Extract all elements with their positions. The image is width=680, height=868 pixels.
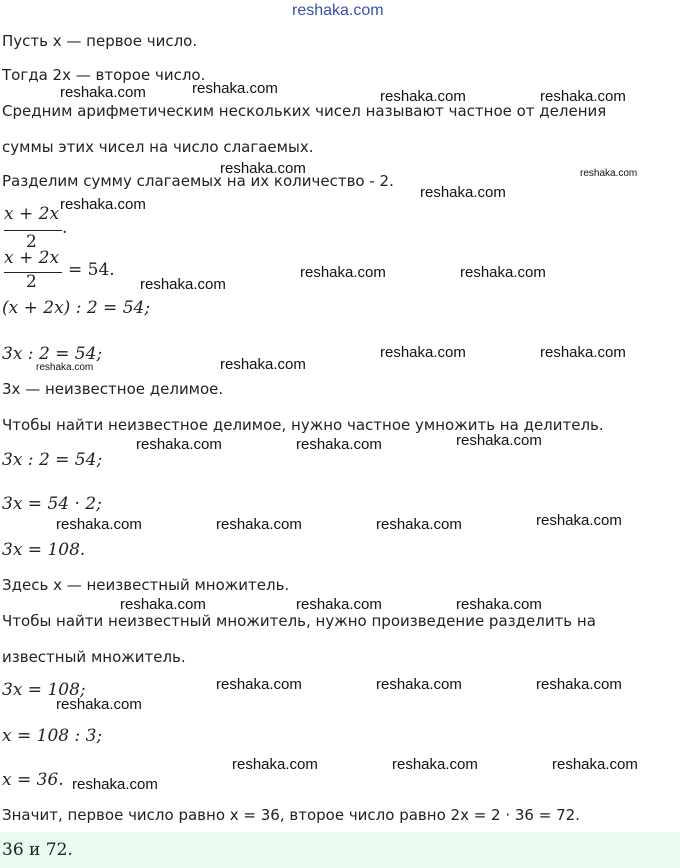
fraction-2-tail: = 54.	[68, 260, 115, 280]
watermark: reshaka.com	[36, 362, 94, 373]
solution-line-16: 3x = 108;	[2, 680, 86, 700]
watermark: reshaka.com	[540, 344, 626, 361]
watermark: reshaka.com	[300, 264, 386, 281]
solution-line-18: x = 36.	[2, 770, 64, 790]
solution-line-10: 3x : 2 = 54;	[2, 450, 103, 470]
watermark: reshaka.com	[216, 676, 302, 693]
solution-line-8: 3x — неизвестное делимое.	[2, 380, 224, 398]
solution-line-12: 3x = 108.	[2, 540, 86, 560]
watermark: reshaka.com	[376, 516, 462, 533]
solution-line-2: Тогда 2x — второе число.	[2, 66, 206, 84]
watermark: reshaka.com	[56, 696, 142, 713]
fraction-2-numerator: x + 2x	[4, 248, 60, 268]
watermark: reshaka.com	[456, 596, 542, 613]
watermark: reshaka.com	[392, 756, 478, 773]
watermark: reshaka.com	[460, 264, 546, 281]
watermark: reshaka.com	[220, 160, 306, 177]
solution-line-3: Средним арифметическим нескольких чисел называют частное от деления	[2, 102, 607, 120]
fraction-2-denominator: 2	[26, 272, 37, 292]
header-watermark: reshaka.com	[292, 2, 384, 19]
solution-line-11: 3x = 54 · 2;	[2, 494, 102, 514]
watermark: reshaka.com	[536, 676, 622, 693]
watermark: reshaka.com	[56, 516, 142, 533]
solution-line-5: Разделим сумму слагаемых на их количество - 2.	[2, 172, 394, 190]
fraction-2	[2, 248, 142, 296]
watermark: reshaka.com	[192, 80, 278, 97]
fraction-1-numerator: x + 2x	[4, 204, 60, 224]
solution-line-13: Здесь x — неизвестный множитель.	[2, 576, 290, 594]
watermark: reshaka.com	[136, 436, 222, 453]
watermark: reshaka.com	[232, 756, 318, 773]
watermark: reshaka.com	[380, 344, 466, 361]
watermark: reshaka.com	[580, 168, 638, 179]
watermark: reshaka.com	[296, 436, 382, 453]
watermark: reshaka.com	[552, 756, 638, 773]
watermark: reshaka.com	[220, 356, 306, 373]
solution-line-14: Чтобы найти неизвестный множитель, нужно произведение разделить на	[2, 612, 596, 630]
solution-line-9: Чтобы найти неизвестное делимое, нужно частное умножить на делитель.	[2, 416, 604, 434]
watermark: reshaka.com	[296, 596, 382, 613]
watermark: reshaka.com	[380, 88, 466, 105]
watermark: reshaka.com	[420, 184, 506, 201]
solution-line-7: 3x : 2 = 54;	[2, 344, 103, 364]
watermark: reshaka.com	[60, 196, 146, 213]
watermark: reshaka.com	[120, 596, 206, 613]
answer-block	[0, 832, 680, 868]
solution-line-4: суммы этих чисел на число слагаемых.	[2, 138, 314, 156]
fraction-1-denominator: 2	[26, 232, 37, 252]
watermark: reshaka.com	[140, 276, 226, 293]
answer-text: 36 и 72.	[2, 840, 73, 860]
solution-line-15: известный множитель.	[2, 648, 186, 666]
watermark: reshaka.com	[540, 88, 626, 105]
watermark: reshaka.com	[216, 516, 302, 533]
watermark: reshaka.com	[536, 512, 622, 529]
fraction-1-tail: .	[62, 218, 68, 238]
solution-line-6: (x + 2x) : 2 = 54;	[2, 298, 151, 318]
solution-line-19: Значит, первое число равно x = 36, второе число равно 2x = 2 · 36 = 72.	[2, 806, 580, 824]
watermark: reshaka.com	[376, 676, 462, 693]
watermark: reshaka.com	[72, 776, 158, 793]
solution-line-1: Пусть x — первое число.	[2, 32, 198, 50]
fraction-1-bar	[4, 230, 62, 231]
watermark: reshaka.com	[456, 432, 542, 449]
watermark: reshaka.com	[60, 84, 146, 101]
solution-line-17: x = 108 : 3;	[2, 726, 103, 746]
